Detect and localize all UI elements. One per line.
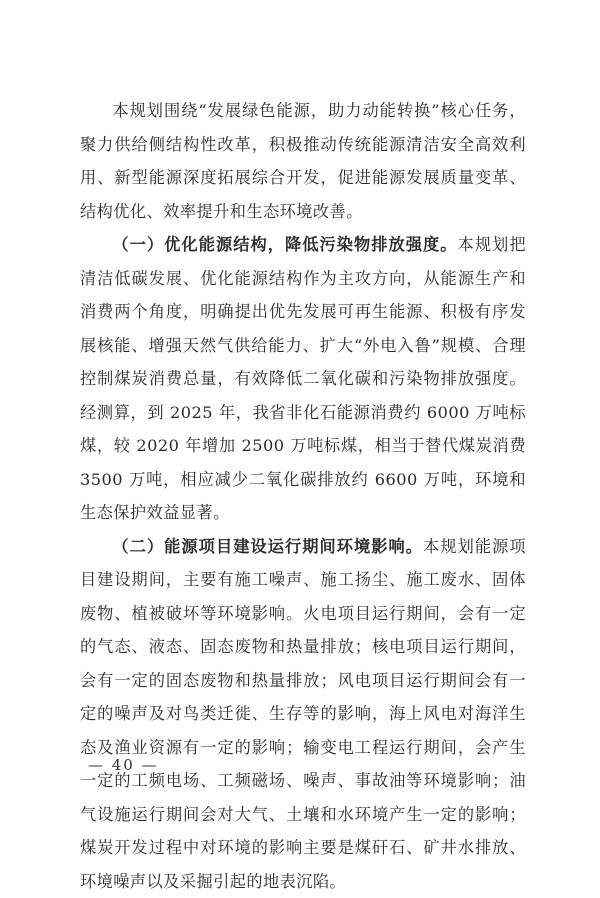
- paragraph-section-1: [80, 228, 526, 530]
- document-body: [80, 94, 526, 898]
- paragraph-intro: [80, 94, 526, 228]
- paragraph-intro-text: 本规划围绕“发展绿色能源，助力动能转换”核心任务，聚力供给侧结构性改革，积极推动传统能源清洁安全高效利用、新型能源深度拓展综合开发，促进能源发展质量变革、结构优化、效率提升和生态环境改善。: [80, 101, 526, 221]
- section-2-text: 本规划能源项目建设期间，主要有施工噪声、施工扬尘、施工废水、固体废物、植被破坏等环境影响。火电项目运行期间，会有一定的气态、液态、固态废物和热量排放；核电项目运行期间，会有一定的固态废物和热量排放；风电项目运行期间会有一定的噪声及对鸟类迁徙、生存等的影响，海上风电对海洋生态及渔业资源有一定的影响；输变电工程运行期间，会产生一定的工频电场、工频磁场、噪声、事故油等环境影响；油气设施运行期间会对大气、土壤和水环境产生一定的影响；煤炭开发过程中对环境的影响主要是煤矸石、矿井水排放、环境噪声以及采掘引起的地表沉陷。: [80, 537, 526, 891]
- page-number: — 40 —: [88, 756, 159, 774]
- section-1-heading: （一）优化能源结构，降低污染物排放强度。: [112, 235, 457, 254]
- section-2-heading: （二）能源项目建设运行期间环境影响。: [112, 537, 423, 556]
- section-1-text: 本规划把清洁低碳发展、优化能源结构作为主攻方向，从能源生产和消费两个角度，明确提出优先发展可再生能源、积极有序发展核能、增强天然气供给能力、扩大“外电入鲁”规模、合理控制煤炭消费总量，有效降低二氧化碳和污染物排放强度。经测算，到 2025 年，我省非化石能源消费约 6000 万吨标煤，较 2020 年增加 2500 万吨标煤，相当于替代煤炭消费 3500 万吨，相应减少二氧化碳排放约 6600 万吨，环境和生态保护效益显著。: [80, 235, 526, 522]
- paragraph-section-2: [80, 530, 526, 898]
